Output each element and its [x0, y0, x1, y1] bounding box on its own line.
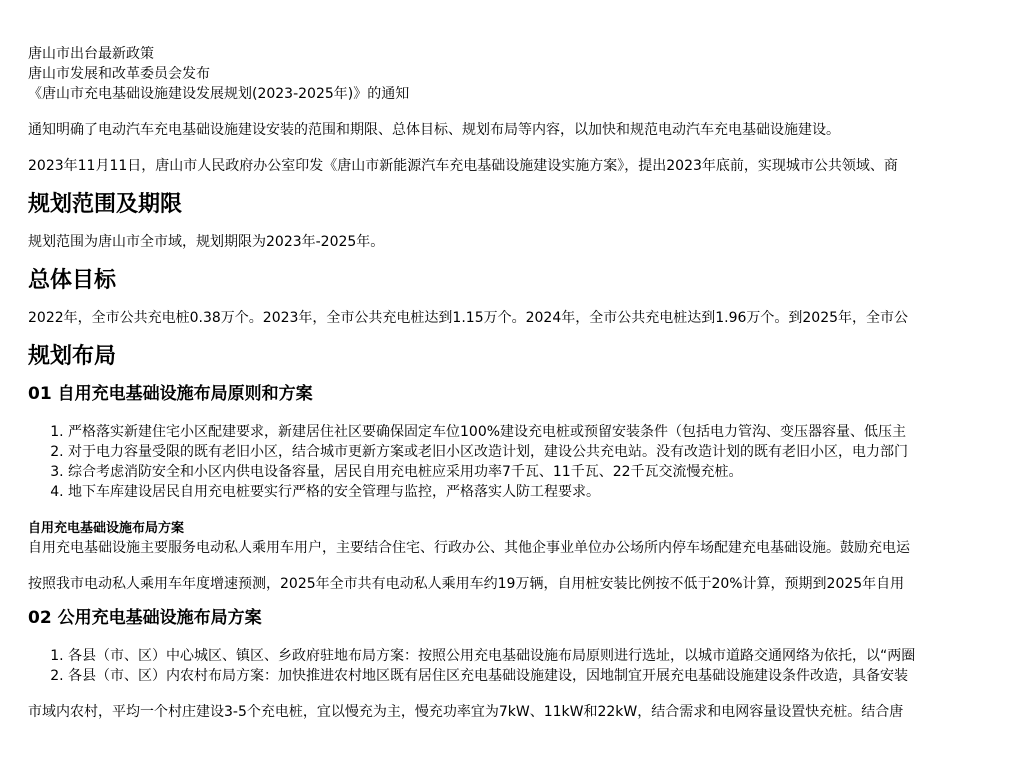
list-item: 1. 严格落实新建住宅小区配建要求，新建居住社区要确保固定车位100%建设充电桩或预留安装条件（包括电力管沟、变压器容量、低压主 [68, 422, 1024, 442]
header-line-2: 唐山市发展和改革委员会发布 [28, 66, 210, 82]
list-item: 4. 地下车库建设居民自用充电桩要实行严格的安全管理与监控，严格落实人防工程要求。 [68, 482, 1024, 502]
list-item: 2. 各县（市、区）内农村布局方案：加快推进农村地区既有居住区充电基础设施建设，因地制宜开展充电基础设施建设条件改造，具备安装 [68, 666, 1024, 686]
section-title-scope: 规划范围及期限 [28, 192, 183, 217]
list-item: 2. 对于电力容量受限的既有老旧小区，结合城市更新方案或老旧小区改造计划，建设公共充电站。没有改造计划的既有老旧小区，电力部门 [68, 442, 1024, 462]
self-use-plan-paragraph-2: 按照我市电动私人乘用车年度增速预测，2025年全市共有电动私人乘用车约19万辆，自用桩安装比例按不低于20%计算，预期到2025年自用 [28, 576, 905, 592]
section-title-goal: 总体目标 [28, 268, 117, 293]
header-line-3: 《唐山市充电基础设施建设发展规划(2023-2025年)》的通知 [28, 86, 410, 102]
self-use-plan-title: 自用充电基础设施布局方案 [28, 521, 185, 536]
self-use-plan-paragraph-1: 自用充电基础设施主要服务电动私人乘用车用户，主要结合住宅、行政办公、其他企事业单位办公场所内停车场配建充电基础设施。鼓励充电运 [28, 540, 910, 556]
list-item: 3. 综合考虑消防安全和小区内供电设备容量，居民自用充电桩应采用功率7千瓦、11千瓦、22千瓦交流慢充桩。 [68, 462, 1024, 482]
list-item: 1. 各县（市、区）中心城区、镇区、乡政府驻地布局方案：按照公用充电基础设施布局原则进行选址，以城市道路交通网络为依托，以“两圈 [68, 646, 1024, 666]
rural-paragraph: 市域内农村，平均一个村庄建设3-5个充电桩，宜以慢充为主，慢充功率宜为7kW、11kW和22kW，结合需求和电网容量设置快充桩。结合唐 [28, 704, 904, 720]
intro-paragraph-2: 2023年11月11日，唐山市人民政府办公室印发《唐山市新能源汽车充电基础设施建设实施方案》，提出2023年底前，实现城市公共领域、商 [28, 158, 898, 174]
section-title-layout: 规划布局 [28, 344, 117, 369]
header-line-1: 唐山市出台最新政策 [28, 46, 154, 62]
intro-paragraph-1: 通知明确了电动汽车充电基础设施建设安装的范围和期限、总体目标、规划布局等内容，以加快和规范电动汽车充电基础设施建设。 [28, 122, 840, 138]
notice-header [28, 44, 1024, 104]
subsection-title-public: 02 公用充电基础设施布局方案 [28, 608, 262, 628]
public-layout-list [28, 646, 1024, 686]
self-use-principles-list [28, 422, 1024, 502]
scope-text: 规划范围为唐山市全市域，规划期限为2023年-2025年。 [28, 234, 385, 250]
goal-text: 2022年，全市公共充电桩0.38万个。2023年，全市公共充电桩达到1.15万个。2024年，全市公共充电桩达到1.96万个。到2025年，全市公 [28, 310, 909, 326]
document-body [28, 44, 1024, 722]
subsection-title-self-use: 01 自用充电基础设施布局原则和方案 [28, 384, 313, 404]
